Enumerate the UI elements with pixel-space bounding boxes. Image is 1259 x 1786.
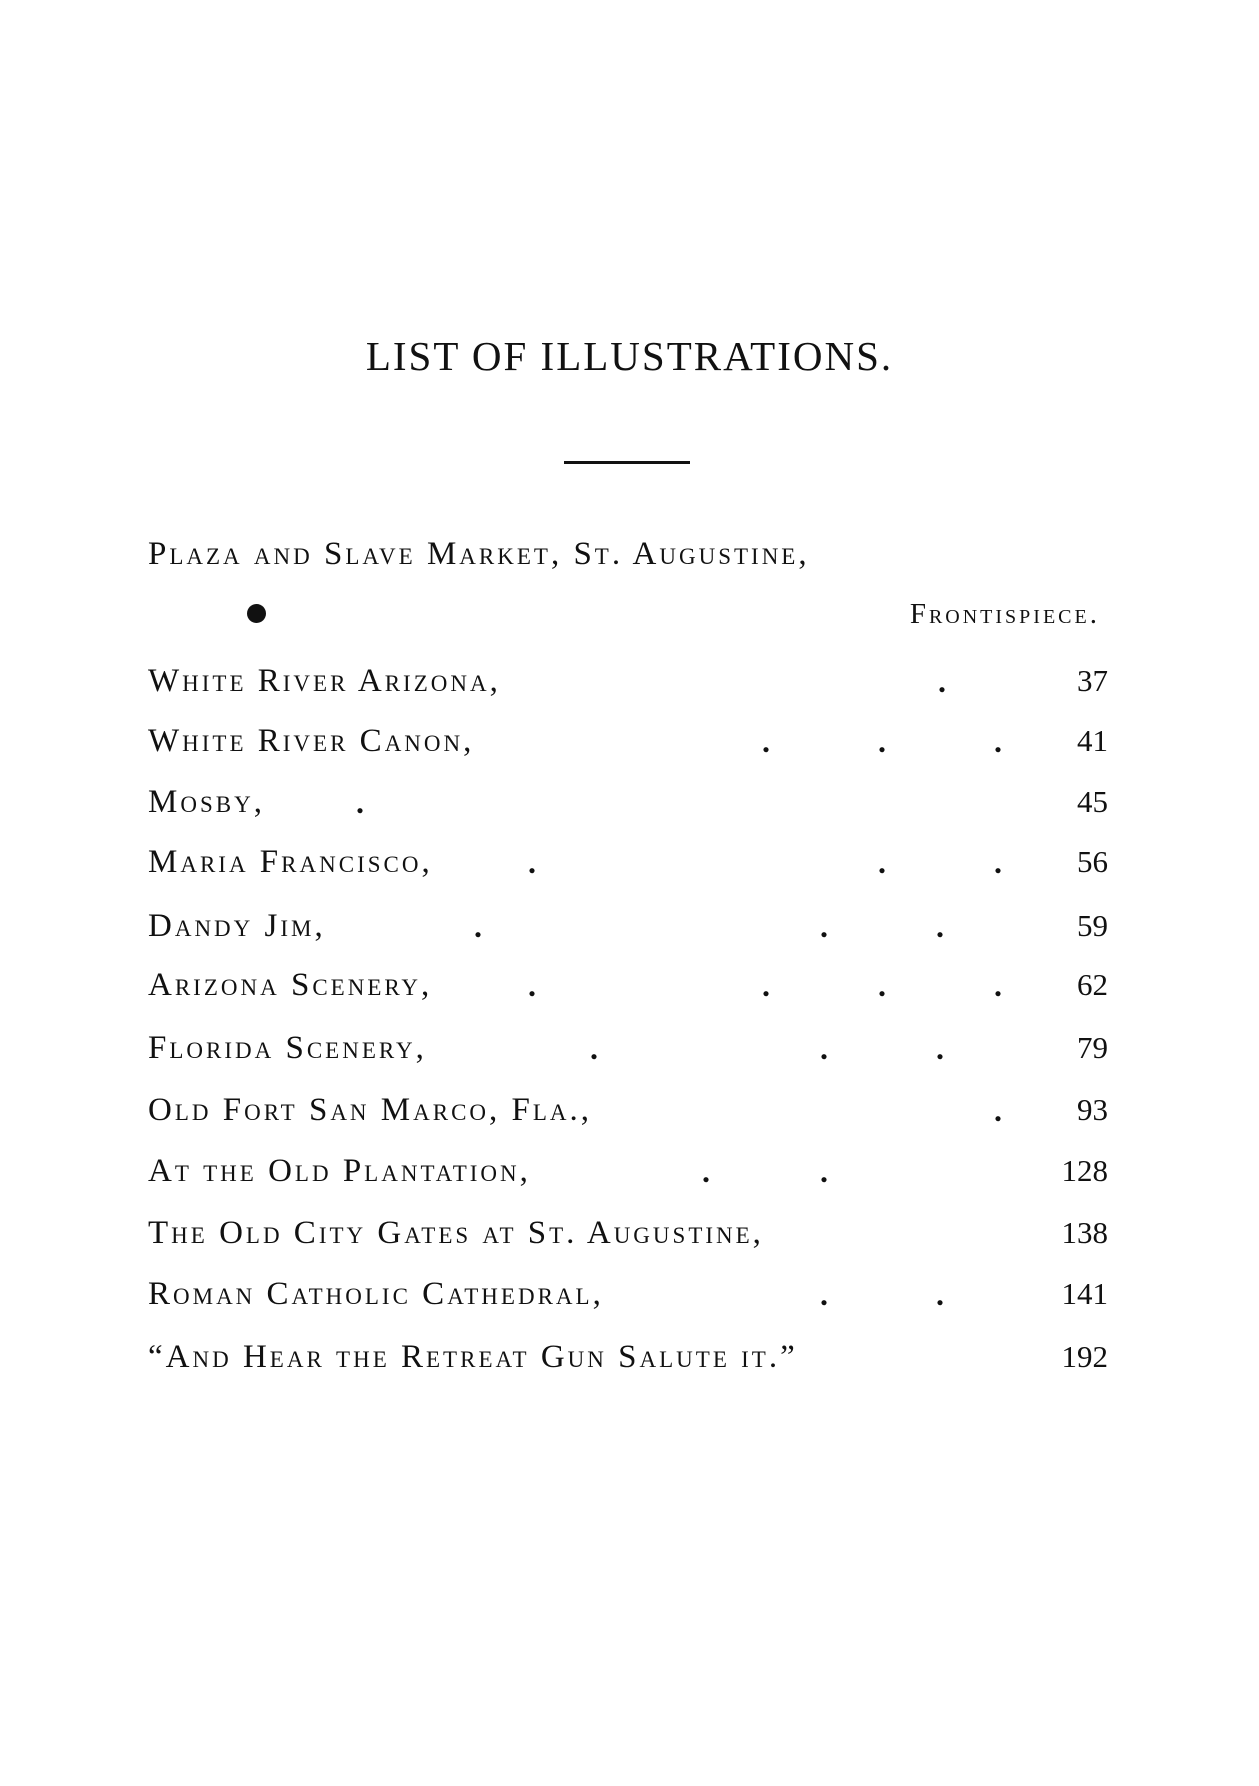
entry-caption: Dandy Jim, (148, 908, 326, 944)
illustration-entry (148, 1149, 1108, 1193)
leader-dot: . (936, 908, 944, 944)
page-title: LIST OF ILLUSTRATIONS. (365, 333, 894, 379)
frontispiece-caption-row (148, 532, 1108, 576)
leader-dot: . (936, 1276, 944, 1312)
leader-dot: . (762, 967, 770, 1003)
leader-dot: . (528, 967, 536, 1003)
entry-caption: White River Arizona, (148, 663, 501, 699)
entry-caption: Mosby, (148, 784, 265, 820)
leader-dot: . (994, 844, 1002, 880)
leader-dot: . (878, 723, 886, 759)
illustration-entry (148, 719, 1108, 763)
leader-dot: . (994, 1092, 1002, 1128)
leader-dot: . (936, 1030, 944, 1066)
illustration-entry (148, 904, 1108, 948)
frontispiece-caption: Plaza and Slave Market, St. Augustine, (148, 536, 810, 572)
entry-page-number: 45 (1077, 784, 1108, 819)
entry-page-number: 93 (1077, 1092, 1108, 1127)
leader-dot: . (762, 723, 770, 759)
entry-caption: Roman Catholic Cathedral, (148, 1276, 604, 1312)
leader-dot: . (702, 1153, 710, 1189)
leader-dot: . (994, 967, 1002, 1003)
entry-page-number: 59 (1077, 908, 1108, 943)
entry-caption: Maria Francisco, (148, 844, 433, 880)
entry-caption: At the Old Plantation, (148, 1153, 531, 1189)
illustration-entry (148, 1272, 1108, 1316)
illustration-entry (148, 780, 1108, 824)
leader-dot: . (820, 908, 828, 944)
illustration-entry (148, 1335, 1108, 1379)
entry-page-number: 41 (1077, 723, 1108, 758)
illustration-entry (148, 840, 1108, 884)
leader-dot: . (878, 967, 886, 1003)
frontispiece-label: Frontispiece. (909, 598, 1100, 630)
entry-caption: The Old City Gates at St. Augustine, (148, 1215, 764, 1251)
entry-caption: Arizona Scenery, (148, 967, 433, 1003)
illustration-entry (148, 963, 1108, 1007)
leader-dot: . (356, 784, 364, 820)
leader-dot: . (820, 1276, 828, 1312)
leader-dot: . (474, 908, 482, 944)
entry-page-number: 138 (1061, 1215, 1108, 1250)
entry-page-number: 192 (1061, 1339, 1108, 1374)
entry-caption: Old Fort San Marco, Fla., (148, 1092, 593, 1128)
leader-dot: . (820, 1030, 828, 1066)
entry-page-number: 128 (1061, 1153, 1108, 1188)
leader-dot: . (878, 844, 886, 880)
entry-page-number: 56 (1077, 844, 1108, 879)
leader-dot: . (820, 1153, 828, 1189)
illustration-entry (148, 1026, 1108, 1070)
leader-dot: . (994, 723, 1002, 759)
entry-page-number: 62 (1077, 967, 1108, 1002)
entry-caption: White River Canon, (148, 723, 475, 759)
leader-dot: . (590, 1030, 598, 1066)
illustration-entry (148, 1211, 1108, 1255)
leader-dot: . (938, 663, 946, 699)
entry-page-number: 37 (1077, 663, 1108, 698)
bullet-mark (247, 604, 266, 623)
title-rule (564, 461, 690, 464)
illustration-entry (148, 659, 1108, 703)
entry-page-number: 79 (1077, 1030, 1108, 1065)
entry-caption: Florida Scenery, (148, 1030, 427, 1066)
entry-caption: “And Hear the Retreat Gun Salute it.” (148, 1339, 798, 1375)
illustration-entry (148, 1088, 1108, 1132)
leader-dot: . (528, 844, 536, 880)
entry-page-number: 141 (1061, 1276, 1108, 1311)
frontispiece-page-row (148, 592, 1108, 636)
